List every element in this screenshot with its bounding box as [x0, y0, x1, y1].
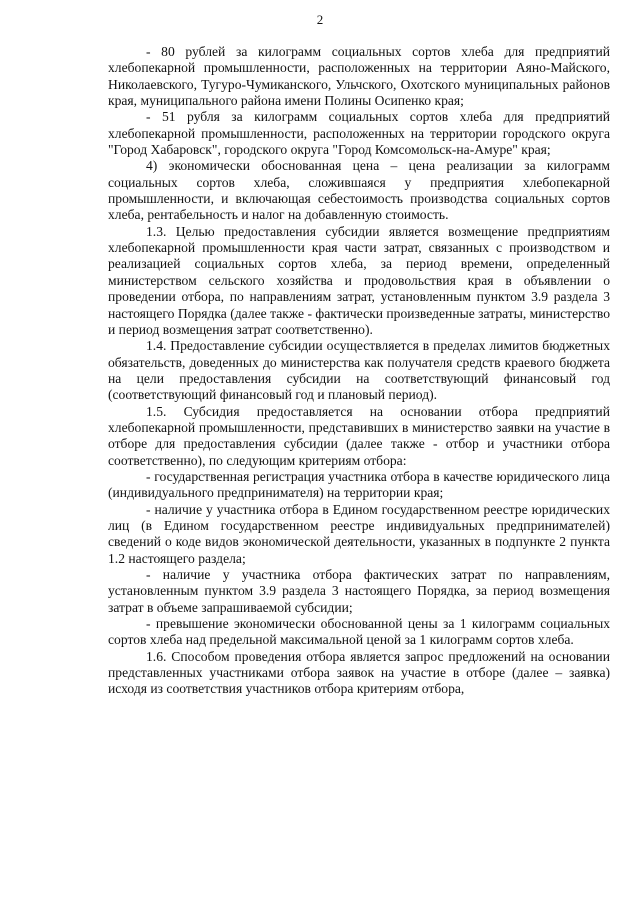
paragraph-1-5: 1.5. Субсидия предоставляется на основании отбора предприятий хлебопекарной промышленности, представивших в министерство заявки на участие в отборе для предоставления субсидии (далее также - отбор и участники отбора соответственно), по следующим критериям отбора:	[108, 403, 610, 468]
document-body	[108, 44, 610, 698]
criterion-actual-costs: - наличие у участника отбора фактических затрат по направлениям, установленным пунктом 3.9 раздела 3 настоящего Порядка, за период возмещения затрат в объеме запрашиваемой субсидии;	[108, 567, 610, 615]
paragraph-80-rubles: - 80 рублей за килограмм социальных сортов хлеба для предприятий хлебопекарной промышленности, расположенных на территории Аяно-Майского, Николаевского, Тугуро-Чумиканского, Ульчского, Охотского муниципальных районов края, муниципального района имени Полины Осипенко края;	[108, 44, 610, 109]
paragraph-1-3: 1.3. Целью предоставления субсидии является возмещение предприятиям хлебопекарной промышленности края части затрат, связанных с производством и реализацией социальных сортов хлеба, за период времени, определенный министерством сельского хозяйства и продовольствия края в объявлении о проведении отбора, по направлениям затрат, установленным пунктом 3.9 раздела 3 настоящего Порядка (далее также - фактически произведенные затраты, министерство и период возмещения затрат соответственно).	[108, 223, 611, 337]
paragraph-1-6: 1.6. Способом проведения отбора является запрос предложений на основании представленных участниками отбора заявок на участие в отборе (далее – заявка) исходя из соответствия участников отбора критериям отбора,	[108, 648, 610, 697]
criterion-registry-code: - наличие у участника отбора в Едином государственном реестре юридических лиц (в Едином государственном реестре индивидуальных предпринимателей) сведений о коде видов экономической деятельности, указанных в подпункте 2 пункта 1.2 настоящего раздела;	[108, 501, 610, 566]
paragraph-economic-price: 4) экономически обоснованная цена – цена реализации за килограмм социальных сортов хлеба, сложившаяся у предприятия хлебопекарной промышленности, и включающая себестоимость производства социальных сортов хлеба, рентабельность и налог на добавленную стоимость.	[108, 158, 610, 223]
page-number: 2	[316, 12, 324, 27]
paragraph-1-4: 1.4. Предоставление субсидии осуществляется в пределах лимитов бюджетных обязательств, доведенных до министерства как получателя средств краевого бюджета на цели предоставления субсидии на соответствующий финансовый год (соответствующий финансовый год и плановый период).	[108, 338, 610, 403]
paragraph-51-rubles: - 51 рубля за килограмм социальных сортов хлеба для предприятий хлебопекарной промышленности, расположенных на территории городского округа "Город Хабаровск", городского округа "Город Комсомольск-на-Амуре" края;	[108, 109, 610, 158]
criterion-price-excess: - превышение экономически обоснованной цены за 1 килограмм социальных сортов хлеба над предельной максимальной ценой за 1 килограмм сортов хлеба.	[108, 616, 610, 648]
criterion-registration: - государственная регистрация участника отбора в качестве юридического лица (индивидуального предпринимателя) на территории края;	[108, 468, 610, 501]
